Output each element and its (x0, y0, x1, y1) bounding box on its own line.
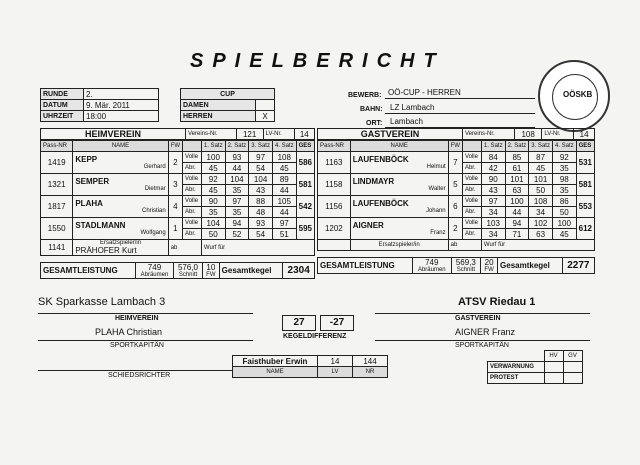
player-first: Wolfgang (140, 230, 166, 236)
volle-label: Volle (183, 218, 202, 229)
score-cell: 97 (249, 152, 273, 163)
player-pass: 1158 (318, 174, 351, 196)
volle-label: Volle (183, 174, 202, 185)
volle-label: Volle (462, 218, 481, 229)
score-cell: 48 (249, 207, 273, 218)
ort-label: ORT: (366, 120, 383, 127)
home-vereins-nr: 121 (236, 129, 263, 140)
wurf-label: Wurf für (201, 240, 314, 256)
home-club-name: SK Sparkasse Lambach 3 (38, 296, 166, 308)
player-fw: 6 (448, 196, 462, 218)
cup-label: CUP (181, 89, 275, 100)
score-cell: 63 (505, 185, 529, 196)
guest-club-name: ATSV Riedau 1 (458, 296, 536, 308)
col-s3: 3. Satz (249, 141, 273, 152)
score-cell: 35 (225, 207, 249, 218)
guest-total-table (317, 257, 595, 274)
score-cell: 104 (201, 218, 225, 229)
verwarnung-label: VERWARNUNG (488, 362, 545, 373)
score-cell: 84 (481, 152, 505, 163)
home-players-table (40, 140, 315, 256)
ersatz-cell (350, 240, 448, 251)
abr-label: Abr. (462, 207, 481, 218)
score-cell: 61 (505, 163, 529, 174)
federation-logo (538, 60, 610, 132)
uhrzeit-value: 18:00 (84, 111, 159, 122)
score-cell: 45 (201, 185, 225, 196)
score-cell: 35 (225, 185, 249, 196)
player-pass: 1156 (318, 196, 351, 218)
runde-label: RUNDE (41, 89, 84, 100)
home-lv-nr: 14 (294, 129, 314, 140)
runde-value: 2. (84, 89, 159, 100)
guest-abraeumen: 749 Abräumen (413, 258, 452, 274)
logo-text: OÖSKB (563, 90, 593, 99)
guest-header (317, 128, 595, 140)
verwarnung-hv (544, 362, 563, 373)
score-cell: 86 (552, 196, 576, 207)
col-s4: 4. Satz (552, 141, 576, 152)
col-name: NAME (350, 141, 448, 152)
guest-vereins-label: Vereins-Nr. (463, 129, 515, 140)
player-total: 586 (296, 152, 314, 174)
schiedsrichter-label: SCHIEDSRICHTER (108, 372, 171, 379)
score-cell: 44 (272, 185, 296, 196)
player-last: LAUFENBÖCK (352, 199, 409, 208)
diff-guest: -27 (320, 315, 354, 331)
home-schnitt: 576,0 Schnitt (173, 263, 202, 279)
score-cell: 92 (552, 152, 576, 163)
score-cell: 90 (201, 196, 225, 207)
ab-label: ab (168, 240, 201, 256)
score-cell: 104 (225, 174, 249, 185)
col-s2: 2. Satz (225, 141, 249, 152)
col-type (183, 141, 202, 152)
guest-title: GASTVEREIN (318, 129, 463, 140)
col-s3: 3. Satz (529, 141, 553, 152)
ort-value: Lambach (390, 117, 423, 126)
score-cell: 97 (481, 196, 505, 207)
verwarnung-gv (563, 362, 582, 373)
lv-label: LV (318, 367, 353, 378)
score-cell: 104 (249, 174, 273, 185)
ersatz-pass: 1141 (41, 240, 73, 256)
player-pass: 1163 (318, 152, 351, 174)
guest-gesamt-label: GESAMTLEISTUNG (318, 258, 413, 274)
hv-label: HV (544, 351, 563, 362)
datum-value: 9. Mär. 2011 (84, 100, 159, 111)
home-captain-name: PLAHA Christian (95, 327, 163, 337)
player-name (350, 174, 448, 196)
bewerb-label: BEWERB: (348, 92, 382, 99)
player-fw: 5 (448, 174, 462, 196)
col-s2: 2. Satz (505, 141, 529, 152)
player-name (73, 174, 168, 196)
player-first: Walter (428, 186, 446, 192)
heimverein-label: HEIMVEREIN (115, 315, 159, 322)
player-pass: 1419 (41, 152, 73, 174)
score-cell: 44 (272, 207, 296, 218)
score-cell: 108 (272, 152, 296, 163)
score-cell: 35 (201, 207, 225, 218)
score-cell: 101 (505, 174, 529, 185)
player-fw: 3 (168, 174, 182, 196)
home-vereins-label: Vereins-Nr. (186, 129, 237, 140)
score-cell: 43 (481, 185, 505, 196)
warnings-table (487, 350, 583, 384)
home-kegel-label: Gesamtkegel (219, 263, 283, 279)
col-s4: 4. Satz (272, 141, 296, 152)
ersatz-name: PRÄHOFER Kurt (75, 246, 137, 255)
player-pass: 1550 (41, 218, 73, 240)
player-total: 553 (576, 196, 594, 218)
score-cell: 54 (249, 163, 273, 174)
score-cell: 105 (272, 196, 296, 207)
player-first: Christian (142, 208, 166, 214)
home-kegel: 2304 (283, 263, 315, 279)
score-cell: 34 (481, 207, 505, 218)
player-first: Helmut (426, 164, 446, 170)
score-cell: 100 (505, 196, 529, 207)
nr-label: NR (353, 367, 388, 378)
abr-label: Abr. (462, 185, 481, 196)
player-last: STADLMANN (75, 221, 126, 230)
ersatz-pass (318, 240, 351, 251)
player-last: AIGNER (352, 221, 384, 230)
bahn-label: BAHN: (360, 106, 383, 113)
gv-label: GV (563, 351, 582, 362)
player-pass: 1202 (318, 218, 351, 240)
score-cell: 50 (529, 185, 553, 196)
player-name (350, 218, 448, 240)
score-cell: 89 (272, 174, 296, 185)
guest-lv-label: LV-Nr. (542, 129, 574, 140)
home-lv-label: LV-Nr. (263, 129, 294, 140)
col-fw: FW (168, 141, 182, 152)
player-pass: 1321 (41, 174, 73, 196)
player-fw: 1 (168, 218, 182, 240)
score-cell: 50 (201, 229, 225, 240)
guest-lv-nr: 14 (574, 129, 595, 140)
col-pass: Pass-NR (318, 141, 351, 152)
wurf-label: Wurf für (481, 240, 594, 251)
score-cell: 52 (225, 229, 249, 240)
score-cell: 98 (552, 174, 576, 185)
home-total-table (40, 262, 315, 279)
score-cell: 35 (552, 163, 576, 174)
player-last: LAUFENBÖCK (352, 155, 409, 164)
name-label: NAME (233, 367, 318, 378)
player-first: Franz (430, 230, 446, 236)
score-cell: 45 (529, 163, 553, 174)
volle-label: Volle (183, 196, 202, 207)
abr-label: Abr. (183, 207, 202, 218)
player-name (73, 152, 168, 174)
guest-schnitt: 569,3 Schnitt (451, 258, 481, 274)
score-cell: 50 (552, 207, 576, 218)
damen-mark (256, 100, 275, 111)
player-fw: 4 (168, 196, 182, 218)
score-cell: 45 (552, 229, 576, 240)
score-cell: 97 (225, 196, 249, 207)
player-last: PLAHA (75, 199, 103, 208)
report-title: SPIELBERICHT (190, 50, 445, 72)
logo-inner-ring (552, 74, 598, 120)
bewerb-value: OÖ-CUP - HERREN (388, 88, 461, 97)
guest-kegel: 2277 (562, 258, 594, 274)
home-header (40, 128, 315, 140)
player-name (350, 152, 448, 174)
score-cell: 92 (201, 174, 225, 185)
player-fw: 2 (448, 218, 462, 240)
ersatz-label: Ersatzspieler/in (378, 242, 420, 248)
datum-label: DATUM (41, 100, 84, 111)
guest-players-table (317, 140, 595, 251)
abr-label: Abr. (183, 185, 202, 196)
player-total: 581 (296, 174, 314, 196)
home-title: HEIMVEREIN (41, 129, 186, 140)
protest-label: PROTEST (488, 373, 545, 384)
player-name (73, 218, 168, 240)
player-total: 612 (576, 218, 594, 240)
gastverein-label: GASTVEREIN (455, 315, 501, 322)
col-pass: Pass-NR (41, 141, 73, 152)
damen-label: DAMEN (181, 100, 256, 111)
protest-hv (544, 373, 563, 384)
col-fw: FW (448, 141, 462, 152)
home-team-block (40, 128, 315, 279)
guest-team-block (317, 128, 595, 274)
score-cell: 87 (529, 152, 553, 163)
category-table (180, 88, 275, 122)
kegeldifferenz-label: KEGELDIFFERENZ (283, 333, 347, 340)
score-cell: 54 (249, 229, 273, 240)
score-cell: 94 (505, 218, 529, 229)
score-cell: 90 (481, 174, 505, 185)
guest-vereins-nr: 108 (514, 129, 541, 140)
player-total: 542 (296, 196, 314, 218)
player-name (350, 196, 448, 218)
home-gesamt-label: GESAMTLEISTUNG (41, 263, 136, 279)
diff-home: 27 (282, 315, 316, 331)
player-last: SEMPER (75, 177, 110, 186)
player-first: Johann (425, 208, 446, 214)
score-cell: 45 (272, 163, 296, 174)
referee-nr: 144 (353, 356, 388, 367)
player-fw: 2 (168, 152, 182, 174)
score-cell: 63 (529, 229, 553, 240)
score-cell: 34 (529, 207, 553, 218)
volle-label: Volle (183, 152, 202, 163)
score-cell: 93 (225, 152, 249, 163)
score-cell: 34 (481, 229, 505, 240)
col-ges: GES (296, 141, 314, 152)
col-name: NAME (73, 141, 168, 152)
match-info-table (40, 88, 159, 122)
score-cell: 51 (272, 229, 296, 240)
guest-captain-name: AIGNER Franz (455, 327, 516, 337)
guest-kegel-label: Gesamtkegel (498, 258, 563, 274)
abr-label: Abr. (183, 163, 202, 174)
score-cell: 103 (481, 218, 505, 229)
abr-label: Abr. (462, 163, 481, 174)
volle-label: Volle (462, 174, 481, 185)
ersatz-cell (73, 240, 168, 256)
score-cell: 35 (552, 185, 576, 196)
player-last: LINDMAYR (352, 177, 395, 186)
volle-label: Volle (462, 196, 481, 207)
player-first: Gerhard (143, 164, 166, 170)
ersatz-label: Ersatzspieler/in (100, 240, 142, 246)
uhrzeit-label: UHRZEIT (41, 111, 84, 122)
home-fw: 10 FW (203, 263, 220, 279)
col-ges: GES (576, 141, 594, 152)
player-total: 581 (576, 174, 594, 196)
score-cell: 101 (529, 174, 553, 185)
ab-label: ab (448, 240, 481, 251)
referee-name: Faisthuber Erwin (233, 356, 318, 367)
score-cell: 88 (249, 196, 273, 207)
score-cell: 43 (249, 185, 273, 196)
player-total: 531 (576, 152, 594, 174)
score-cell: 44 (505, 207, 529, 218)
score-cell: 93 (249, 218, 273, 229)
abr-label: Abr. (183, 229, 202, 240)
player-last: KEPP (75, 155, 98, 164)
player-total: 595 (296, 218, 314, 240)
home-kapitan-label: SPORTKAPITÄN (110, 342, 164, 349)
bahn-value: LZ Lambach (390, 103, 435, 112)
score-cell: 44 (225, 163, 249, 174)
abr-label: Abr. (462, 229, 481, 240)
score-cell: 42 (481, 163, 505, 174)
protest-gv (563, 373, 582, 384)
score-cell: 100 (552, 218, 576, 229)
referee-lv: 14 (318, 356, 353, 367)
guest-kapitan-label: SPORTKAPITÄN (455, 342, 509, 349)
spacer-cell (488, 351, 545, 362)
col-type (462, 141, 481, 152)
herren-label: HERREN (181, 111, 256, 122)
score-cell: 94 (225, 218, 249, 229)
score-cell: 97 (272, 218, 296, 229)
referee-table (232, 355, 388, 378)
volle-label: Volle (462, 152, 481, 163)
score-cell: 108 (529, 196, 553, 207)
guest-fw: 20 FW (481, 258, 498, 274)
player-name (73, 196, 168, 218)
home-abraeumen: 749 Abräumen (136, 263, 174, 279)
player-pass: 1817 (41, 196, 73, 218)
score-cell: 85 (505, 152, 529, 163)
herren-mark: X (256, 111, 275, 122)
score-cell: 102 (529, 218, 553, 229)
score-cell: 100 (201, 152, 225, 163)
score-cell: 71 (505, 229, 529, 240)
player-first: Dietmar (144, 186, 166, 192)
col-s1: 1. Satz (481, 141, 505, 152)
score-cell: 45 (201, 163, 225, 174)
col-s1: 1. Satz (201, 141, 225, 152)
player-fw: 7 (448, 152, 462, 174)
